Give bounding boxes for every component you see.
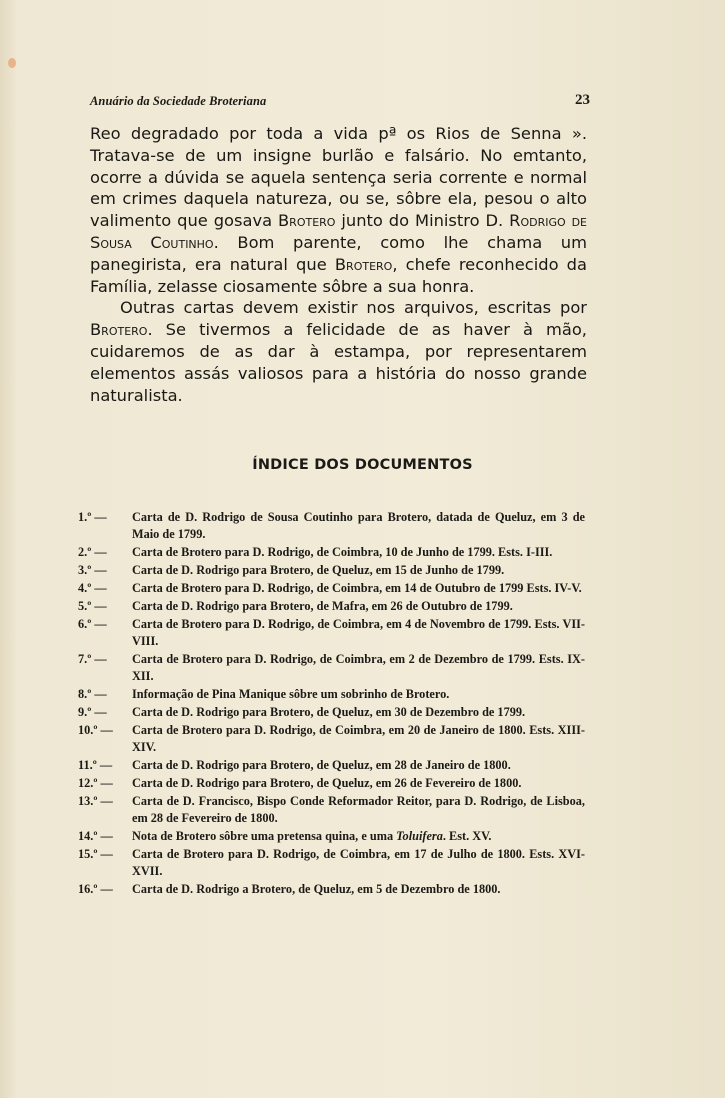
index-item-text: Carta de Brotero para D. Rodrigo, de Coimbra, 10 de Junho de 1799. Ests. I-III. (132, 545, 553, 559)
index-item-number: 15.º — (78, 847, 113, 861)
index-item-number: 16.º — (78, 882, 113, 896)
index-item-number: 11.º — (78, 758, 113, 772)
index-item-number: 7.º — (78, 652, 107, 666)
index-item-text: Carta de Brotero para D. Rodrigo, de Coimbra, em 14 de Outubro de 1799 Ests. IV-V. (132, 581, 582, 595)
index-item-italic-name: Toluifera (396, 829, 443, 843)
index-item (78, 598, 585, 615)
index-item-text-a: Nota de Brotero sôbre uma pretensa quina, e uma (132, 829, 397, 843)
paragraph-1-text-a: Reo degradado por toda a vida pª os Rios de Senna ». Tratava-se de um insigne burlão e falsário. No emtanto, ocorre a dúvida se aquela sentença seria corrente e normal em crimes daquela natureza, ou se, sôbre ela, pesou o alto valimento que gosava (90, 124, 587, 231)
index-item-text-b: . Est. XV. (442, 829, 492, 843)
index-item-number: 8.º — (78, 687, 107, 701)
index-item (78, 580, 585, 597)
paragraph-2-text-a: Outras cartas devem existir nos arquivos, escritas por (120, 298, 587, 318)
name-rodrigo: Rodrigo de Sousa Coutinho (90, 211, 588, 252)
paragraph-1-text-d: , chefe reconhecido da Família, zelasse ciosamente sôbre a sua honra. (90, 254, 587, 296)
document-index-list (78, 509, 585, 899)
index-item-text: Carta de D. Rodrigo para Brotero, de Queluz, em 15 de Junho de 1799. (132, 563, 505, 577)
paper-stain (8, 58, 16, 68)
index-item (78, 775, 585, 792)
index-item-number: 12.º — (78, 776, 113, 790)
index-item-text: Carta de D. Rodrigo para Brotero, de Queluz, em 26 de Fevereiro de 1800. (132, 776, 522, 790)
index-item-text: Carta de D. Rodrigo de Sousa Coutinho para Brotero, datada de Queluz, em 3 de Maio de 1799. (132, 510, 585, 541)
index-item-text (132, 828, 585, 845)
index-item-number: 14.º — (78, 829, 113, 843)
index-item-number: 4.º — (78, 581, 107, 595)
index-item-text: Carta de Brotero para D. Rodrigo, de Coimbra, em 2 de Dezembro de 1799. Ests. IX-XII. (132, 652, 585, 683)
paragraph-1 (90, 123, 587, 297)
name-brotero: Brotero (90, 320, 148, 340)
index-item-text: Informação de Pina Manique sôbre um sobrinho de Brotero. (132, 687, 450, 701)
paragraph-1-text-c: . Bom parente, como lhe chama um panegirista, era natural que (90, 232, 587, 274)
index-item (78, 544, 585, 561)
index-item-text: Carta de D. Francisco, Bispo Conde Reformador Reitor, para D. Rodrigo, de Lisboa, em 28 de Fevereiro de 1800. (132, 794, 585, 825)
index-item-number: 13.º — (78, 794, 113, 808)
index-item-number: 1.º — (78, 510, 107, 524)
index-item (78, 793, 585, 827)
paragraph-2 (90, 297, 587, 406)
index-item (78, 509, 585, 543)
index-item-text: Carta de Brotero para D. Rodrigo, de Coimbra, em 4 de Novembro de 1799. Ests. VII-VIII. (132, 617, 585, 648)
index-item-number: 2.º — (78, 545, 107, 559)
index-item (78, 616, 585, 650)
index-item (78, 722, 585, 756)
page-header (90, 92, 590, 112)
index-title: ÍNDICE DOS DOCUMENTOS (252, 457, 473, 473)
index-item (78, 704, 585, 721)
index-item (78, 828, 585, 845)
paragraph-1-text-b: junto do Ministro D. (335, 211, 510, 231)
index-item-number: 9.º — (78, 705, 107, 719)
running-head: Anuário da Sociedade Broteriana (90, 94, 267, 108)
index-item (78, 651, 585, 685)
index-item (78, 686, 585, 703)
index-item (78, 757, 585, 774)
page-number: 23 (575, 92, 590, 108)
index-item-text: Carta de Brotero para D. Rodrigo, de Coimbra, em 17 de Julho de 1800. Ests. XVI-XVII. (132, 847, 585, 878)
paragraph-2-text-b: . Se tivermos a felicidade de as haver à mão, cuidaremos de as dar à estampa, por representarem elementos assás valiosos para a história do nosso grande naturalista. (90, 320, 587, 405)
index-item-number: 3.º — (78, 563, 107, 577)
index-item-text: Carta de D. Rodrigo a Brotero, de Queluz, em 5 de Dezembro de 1800. (132, 882, 501, 896)
body-text (90, 123, 587, 406)
index-item-text: Carta de Brotero para D. Rodrigo, de Coimbra, em 20 de Janeiro de 1800. Ests. XIII-XIV. (132, 723, 585, 754)
index-item-text: Carta de D. Rodrigo para Brotero, de Queluz, em 28 de Janeiro de 1800. (132, 758, 511, 772)
index-item (78, 846, 585, 880)
index-item-number: 5.º — (78, 599, 107, 613)
index-item-number: 10.º — (78, 723, 113, 737)
index-item-text: Carta de D. Rodrigo para Brotero, de Mafra, em 26 de Outubro de 1799. (132, 599, 513, 613)
index-item (78, 881, 585, 898)
name-brotero: Brotero (334, 254, 393, 274)
index-item (78, 562, 585, 579)
name-brotero: Brotero (278, 211, 336, 231)
index-item-number: 6.º — (78, 617, 107, 631)
index-item-text: Carta de D. Rodrigo para Brotero, de Queluz, em 30 de Dezembro de 1799. (132, 705, 526, 719)
